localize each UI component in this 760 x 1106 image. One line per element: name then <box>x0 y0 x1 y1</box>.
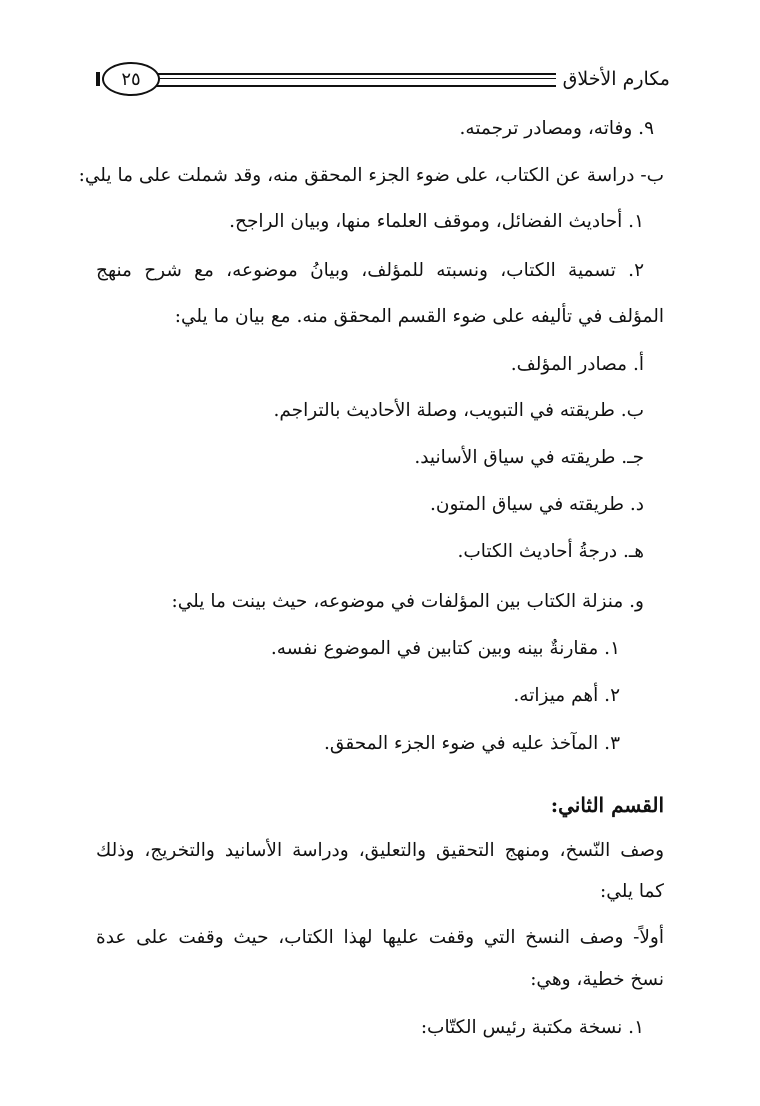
running-title: مكارم الأخلاق <box>562 68 670 90</box>
text-line: ١. نسخة مكتبة رئيس الكتّاب: <box>420 1017 644 1038</box>
text-line: و. منزلة الكتاب بين المؤلفات في موضوعه، حيث بينت ما يلي: <box>171 591 644 612</box>
section-heading: القسم الثاني: <box>550 793 664 817</box>
page-header <box>96 60 676 104</box>
text-line: ٣. المآخذ عليه في ضوء الجزء المحقق. <box>324 733 620 754</box>
text-line: أ. مصادر المؤلف. <box>510 354 644 375</box>
text-line: هـ. درجةُ أحاديث الكتاب. <box>457 541 644 562</box>
text-line: نسخ خطية، وهي: <box>530 969 664 990</box>
text-line: ١. مقارنةٌ بينه وبين كتابين في الموضوع نفسه. <box>270 638 620 659</box>
header-rule-end <box>96 72 100 86</box>
text-line: كما يلي: <box>600 881 664 902</box>
text-line: ٢. أهم ميزاته. <box>513 685 620 706</box>
text-line: جـ. طريقته في سياق الأسانيد. <box>414 447 644 468</box>
text-line: ١. أحاديث الفضائل، وموقف العلماء منها، وبيان الراجح. <box>229 211 644 232</box>
page-number: ٢٥ <box>102 62 160 96</box>
text-line: المؤلف في تأليفه على ضوء القسم المحقق منه. مع بيان ما يلي: <box>174 306 664 327</box>
text-line: أولاً- وصف النسخ التي وقفت عليها لهذا الكتاب، حيث وقفت على عدة <box>96 927 664 948</box>
text-line: وصف النّسخ، ومنهج التحقيق والتعليق، ودراسة الأسانيد والتخريج، وذلك <box>96 840 664 861</box>
text-line: ب. طريقته في التبويب، وصلة الأحاديث بالتراجم. <box>273 400 644 421</box>
text-line: ٢. تسمية الكتاب، ونسبته للمؤلف، وبيانُ موضوعه، مع شرح منهج <box>96 260 644 281</box>
text-line: ب- دراسة عن الكتاب، على ضوء الجزء المحقق منه، وقد شملت على ما يلي: <box>78 165 664 186</box>
text-line: ٩. وفاته، ومصادر ترجمته. <box>459 118 654 139</box>
header-rule <box>156 73 556 87</box>
text-line: د. طريقته في سياق المتون. <box>430 494 644 515</box>
